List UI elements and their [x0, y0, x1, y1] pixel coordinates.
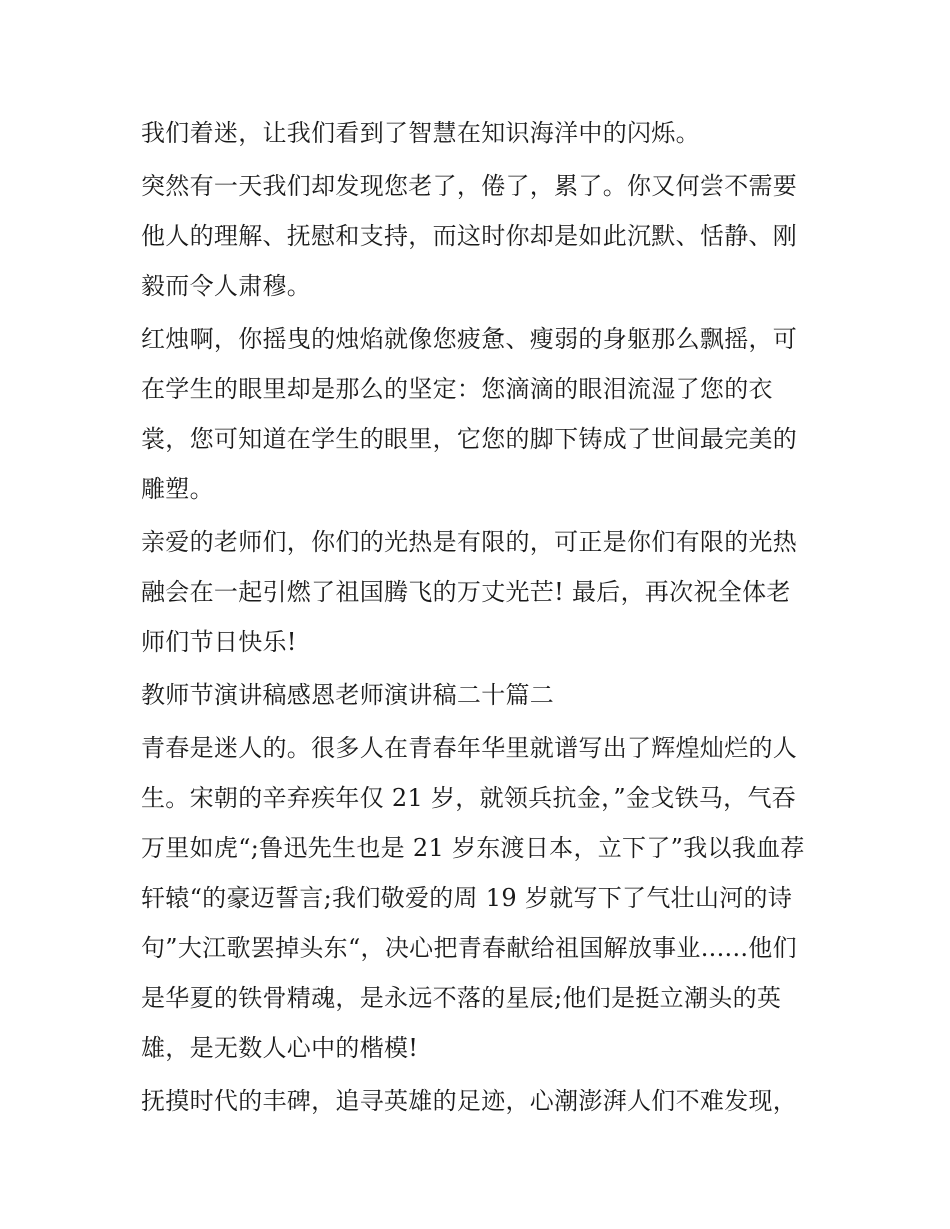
text-line: 是华夏的铁骨精魂，是永远不落的星辰;他们是挺立潮头的英	[141, 984, 782, 1012]
text-line: 红烛啊，你摇曳的烛焰就像您疲惫、瘦弱的身躯那么飘摇，可	[141, 325, 798, 353]
text-line: 裳，您可知道在学生的眼里，它您的脚下铸成了世间最完美的	[141, 425, 798, 453]
paragraph-1	[141, 108, 821, 158]
text-line: 万里如虎“;鲁迅先生也是 21 岁东渡日本，立下了”我以我血荐	[141, 834, 805, 862]
text-line: 融会在一起引燃了祖国腾飞的万丈光芒! 最后，再次祝全体老	[141, 578, 791, 606]
text-line: 他人的理解、抚慰和支持，而这时你却是如此沉默、恬静、刚	[141, 222, 798, 250]
paragraph-3	[141, 314, 821, 514]
text-line: 生。宋朝的辛弃疾年仅 21 岁，就领兵抗金，”金戈铁马，气吞	[141, 784, 797, 812]
text-line: 突然有一天我们却发现您老了，倦了，累了。你又何尝不需要	[141, 172, 798, 200]
text-line: 雕塑。	[141, 475, 214, 503]
text-line: 青春是迷人的。很多人在青春年华里就谱写出了辉煌灿烂的人	[141, 734, 798, 762]
heading-line: 教师节演讲稿感恩老师演讲稿二十篇二	[141, 681, 555, 709]
text-line: 亲爱的老师们，你们的光热是有限的，可正是你们有限的光热	[141, 528, 798, 556]
text-line: 师们节日快乐!	[141, 628, 297, 656]
text-line: 毅而令人肃穆。	[141, 272, 312, 300]
text-line: 在学生的眼里却是那么的坚定：您滴滴的眼泪流湿了您的衣	[141, 375, 773, 403]
paragraph-6	[141, 723, 821, 1073]
paragraph-4	[141, 517, 821, 667]
section-heading	[141, 670, 821, 720]
text-line: 雄，是无数人心中的楷模!	[141, 1034, 419, 1062]
text-line: 我们着迷，让我们看到了智慧在知识海洋中的闪烁。	[141, 119, 700, 147]
paragraph-7	[141, 1076, 821, 1126]
text-line: 句”大江歌罢掉头东“，决心把青春献给祖国解放事业......他们	[141, 934, 797, 962]
paragraph-2	[141, 161, 821, 311]
text-line: 抚摸时代的丰碑，追寻英雄的足迹，心潮澎湃人们不难发现，	[141, 1087, 798, 1115]
document-body	[141, 108, 821, 1129]
text-line: 轩辕“的豪迈誓言;我们敬爱的周 19 岁就写下了气壮山河的诗	[141, 884, 793, 912]
